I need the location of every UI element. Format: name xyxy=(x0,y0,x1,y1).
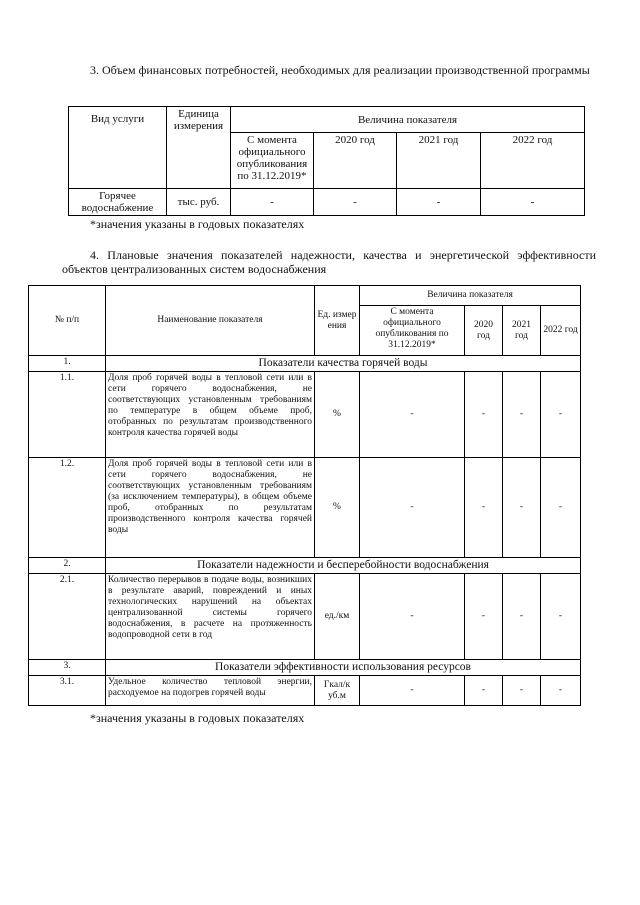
group-row xyxy=(29,558,581,574)
header-period-2022: 2022 год xyxy=(481,133,585,189)
group-num: 3. xyxy=(29,660,106,676)
header-period-initial: С момента официального опубликования по 31.12.2019* xyxy=(360,306,465,356)
value-cell: - xyxy=(541,574,581,660)
table-row xyxy=(29,372,581,458)
group-row xyxy=(29,660,581,676)
header-period-initial: С момента официального опубликования по 31.12.2019* xyxy=(231,133,314,189)
row-unit: Гкал/к уб.м xyxy=(315,676,360,706)
footnote-2: *значения указаны в годовых показателях xyxy=(90,711,305,725)
value-cell: - xyxy=(360,372,465,458)
group-title: Показатели надежности и бесперебойности водоснабжения xyxy=(106,558,581,574)
value-cell: - xyxy=(465,458,503,558)
table-row xyxy=(29,574,581,660)
header-period-2020: 2020 год xyxy=(314,133,397,189)
financial-needs-table xyxy=(68,106,585,216)
row-unit: % xyxy=(315,458,360,558)
row-name: Количество перерывов в подаче воды, возникших в результате аварий, повреждений и иных технологических нарушений на объектах централизованной системы горячего водоснабжения, в расчете на протяженность водопроводной сети в год xyxy=(106,574,315,660)
row-name: Доля проб горячей воды в тепловой сети или в сети горячего водоснабжения, не соответствующих установленным требованиям по температуре в общем объеме проб, отобранных по результатам производственного контроля качества горячей воды xyxy=(106,372,315,458)
indicators-table xyxy=(28,285,581,706)
header-period-2022: 2022 год xyxy=(541,306,581,356)
value-cell: - xyxy=(465,574,503,660)
section-3-heading: 3. Объем финансовых потребностей, необходимых для реализации производственной программы xyxy=(90,63,590,77)
group-title: Показатели эффективности использования ресурсов xyxy=(106,660,581,676)
row-num: 2.1. xyxy=(29,574,106,660)
value-cell: - xyxy=(465,676,503,706)
value-cell: - xyxy=(465,372,503,458)
value-cell: - xyxy=(541,458,581,558)
header-service: Вид услуги xyxy=(69,107,167,189)
header-name: Наименование показателя xyxy=(106,286,315,356)
row-num: 3.1. xyxy=(29,676,106,706)
header-unit: Ед. измер ения xyxy=(315,286,360,356)
footnote-1: *значения указаны в годовых показателях xyxy=(90,217,305,231)
table-row xyxy=(69,189,585,216)
header-period-2020: 2020 год xyxy=(465,306,503,356)
group-row xyxy=(29,356,581,372)
value-cell: - xyxy=(503,458,541,558)
row-num: 1.2. xyxy=(29,458,106,558)
value-cell: - xyxy=(360,574,465,660)
value-cell: - xyxy=(397,189,481,216)
row-name: Доля проб горячей воды в тепловой сети или в сети горячего водоснабжения, не соответствующих установленным требованиям (за исключением температуры), в общем объеме проб, отобранных по результатам производственного контроля качества горячей воды xyxy=(106,458,315,558)
value-cell: - xyxy=(503,676,541,706)
row-name: Удельное количество тепловой энергии, расходуемое на подогрев горячей воды xyxy=(106,676,315,706)
value-cell: - xyxy=(503,574,541,660)
header-period-2021: 2021 год xyxy=(397,133,481,189)
row-num: 1.1. xyxy=(29,372,106,458)
value-cell: - xyxy=(541,372,581,458)
section-4-heading: 4. Плановые значения показателей надежности, качества и энергетической эффективности объектов централизованных систем водоснабжения xyxy=(62,248,596,276)
value-cell: - xyxy=(231,189,314,216)
header-value: Величина показателя xyxy=(360,286,581,306)
row-unit: % xyxy=(315,372,360,458)
header-unit: Единица измерения xyxy=(167,107,231,189)
value-cell: - xyxy=(314,189,397,216)
row-unit: ед./км xyxy=(315,574,360,660)
value-cell: - xyxy=(541,676,581,706)
group-num: 1. xyxy=(29,356,106,372)
service-cell: Горячее водоснабжение xyxy=(69,189,167,216)
unit-cell: тыс. руб. xyxy=(167,189,231,216)
value-cell: - xyxy=(503,372,541,458)
table-row xyxy=(29,458,581,558)
header-num: № п/п xyxy=(29,286,106,356)
group-num: 2. xyxy=(29,558,106,574)
header-value: Величина показателя xyxy=(231,107,585,133)
group-title: Показатели качества горячей воды xyxy=(106,356,581,372)
value-cell: - xyxy=(360,458,465,558)
header-period-2021: 2021 год xyxy=(503,306,541,356)
value-cell: - xyxy=(360,676,465,706)
value-cell: - xyxy=(481,189,585,216)
table-row xyxy=(29,676,581,706)
